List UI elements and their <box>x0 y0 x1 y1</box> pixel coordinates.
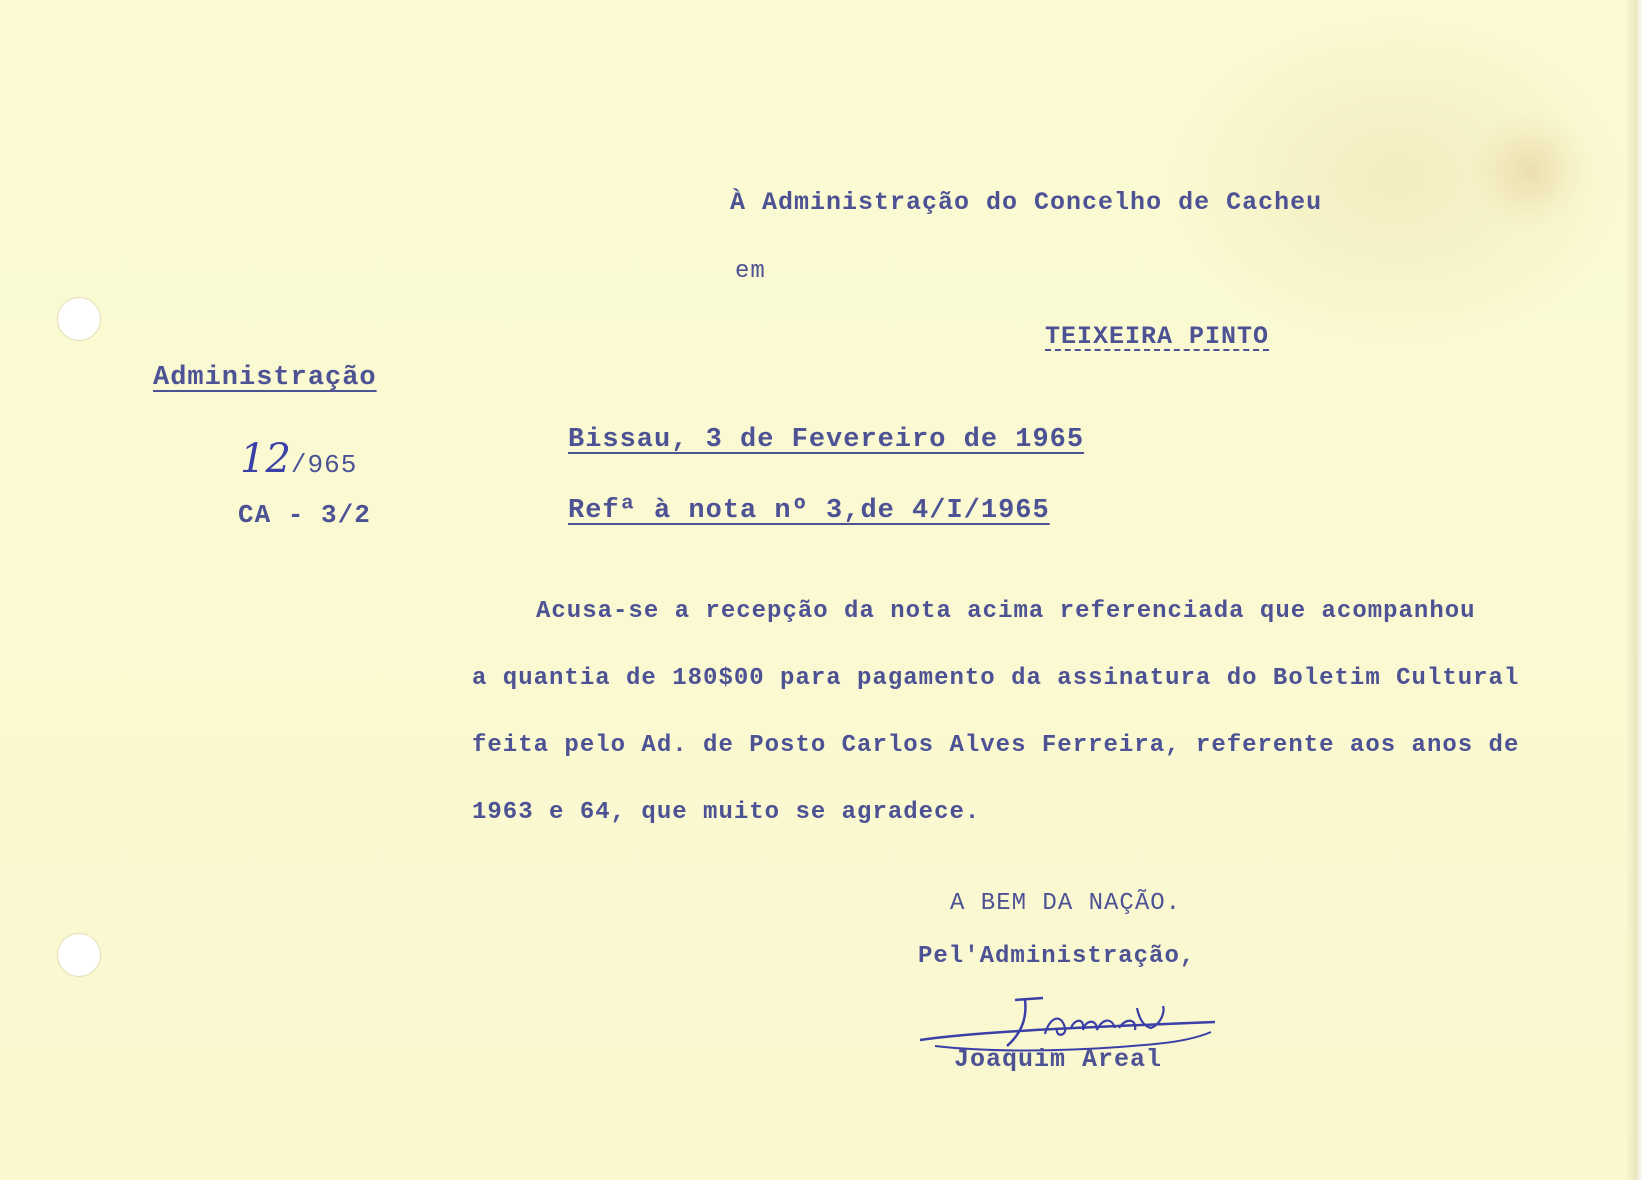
closing: A BEM DA NAÇÃO. <box>950 890 1182 917</box>
reference-code: CA - 3/2 <box>238 500 371 530</box>
punch-hole-bottom <box>57 933 101 977</box>
date-line: Bissau, 3 de Fevereiro de 1965 <box>568 425 1085 455</box>
handwritten-number: 12 <box>240 436 291 482</box>
reference-number <box>240 436 357 482</box>
recipient-line: À Administração do Concelho de Cacheu <box>730 188 1323 217</box>
body-line-4: 1963 e 64, que muito se agradece. <box>472 799 981 826</box>
paper-stain <box>1470 110 1590 230</box>
body-line-2: a quantia de 180$00 para pagamento da assinatura do Boletim Cultural <box>472 665 1520 692</box>
recipient-em: em <box>735 258 766 285</box>
signatory: Joaquim Areal <box>954 1045 1163 1074</box>
reference-year: /965 <box>290 450 358 480</box>
paper-edge <box>1625 0 1643 1180</box>
ref-line: Refª à nota nº 3,de 4/I/1965 <box>568 496 1050 526</box>
body-line-3: feita pelo Ad. de Posto Carlos Alves Ferreira, referente aos anos de <box>472 732 1520 759</box>
punch-hole-top <box>57 297 101 341</box>
sender-header: Administração <box>153 363 377 393</box>
recipient-place: TEIXEIRA PINTO <box>1045 322 1270 351</box>
body-line-1: Acusa-se a recepção da nota acima referenciada que acompanhou <box>536 598 1476 625</box>
closing-by: Pel'Administração, <box>918 943 1196 970</box>
